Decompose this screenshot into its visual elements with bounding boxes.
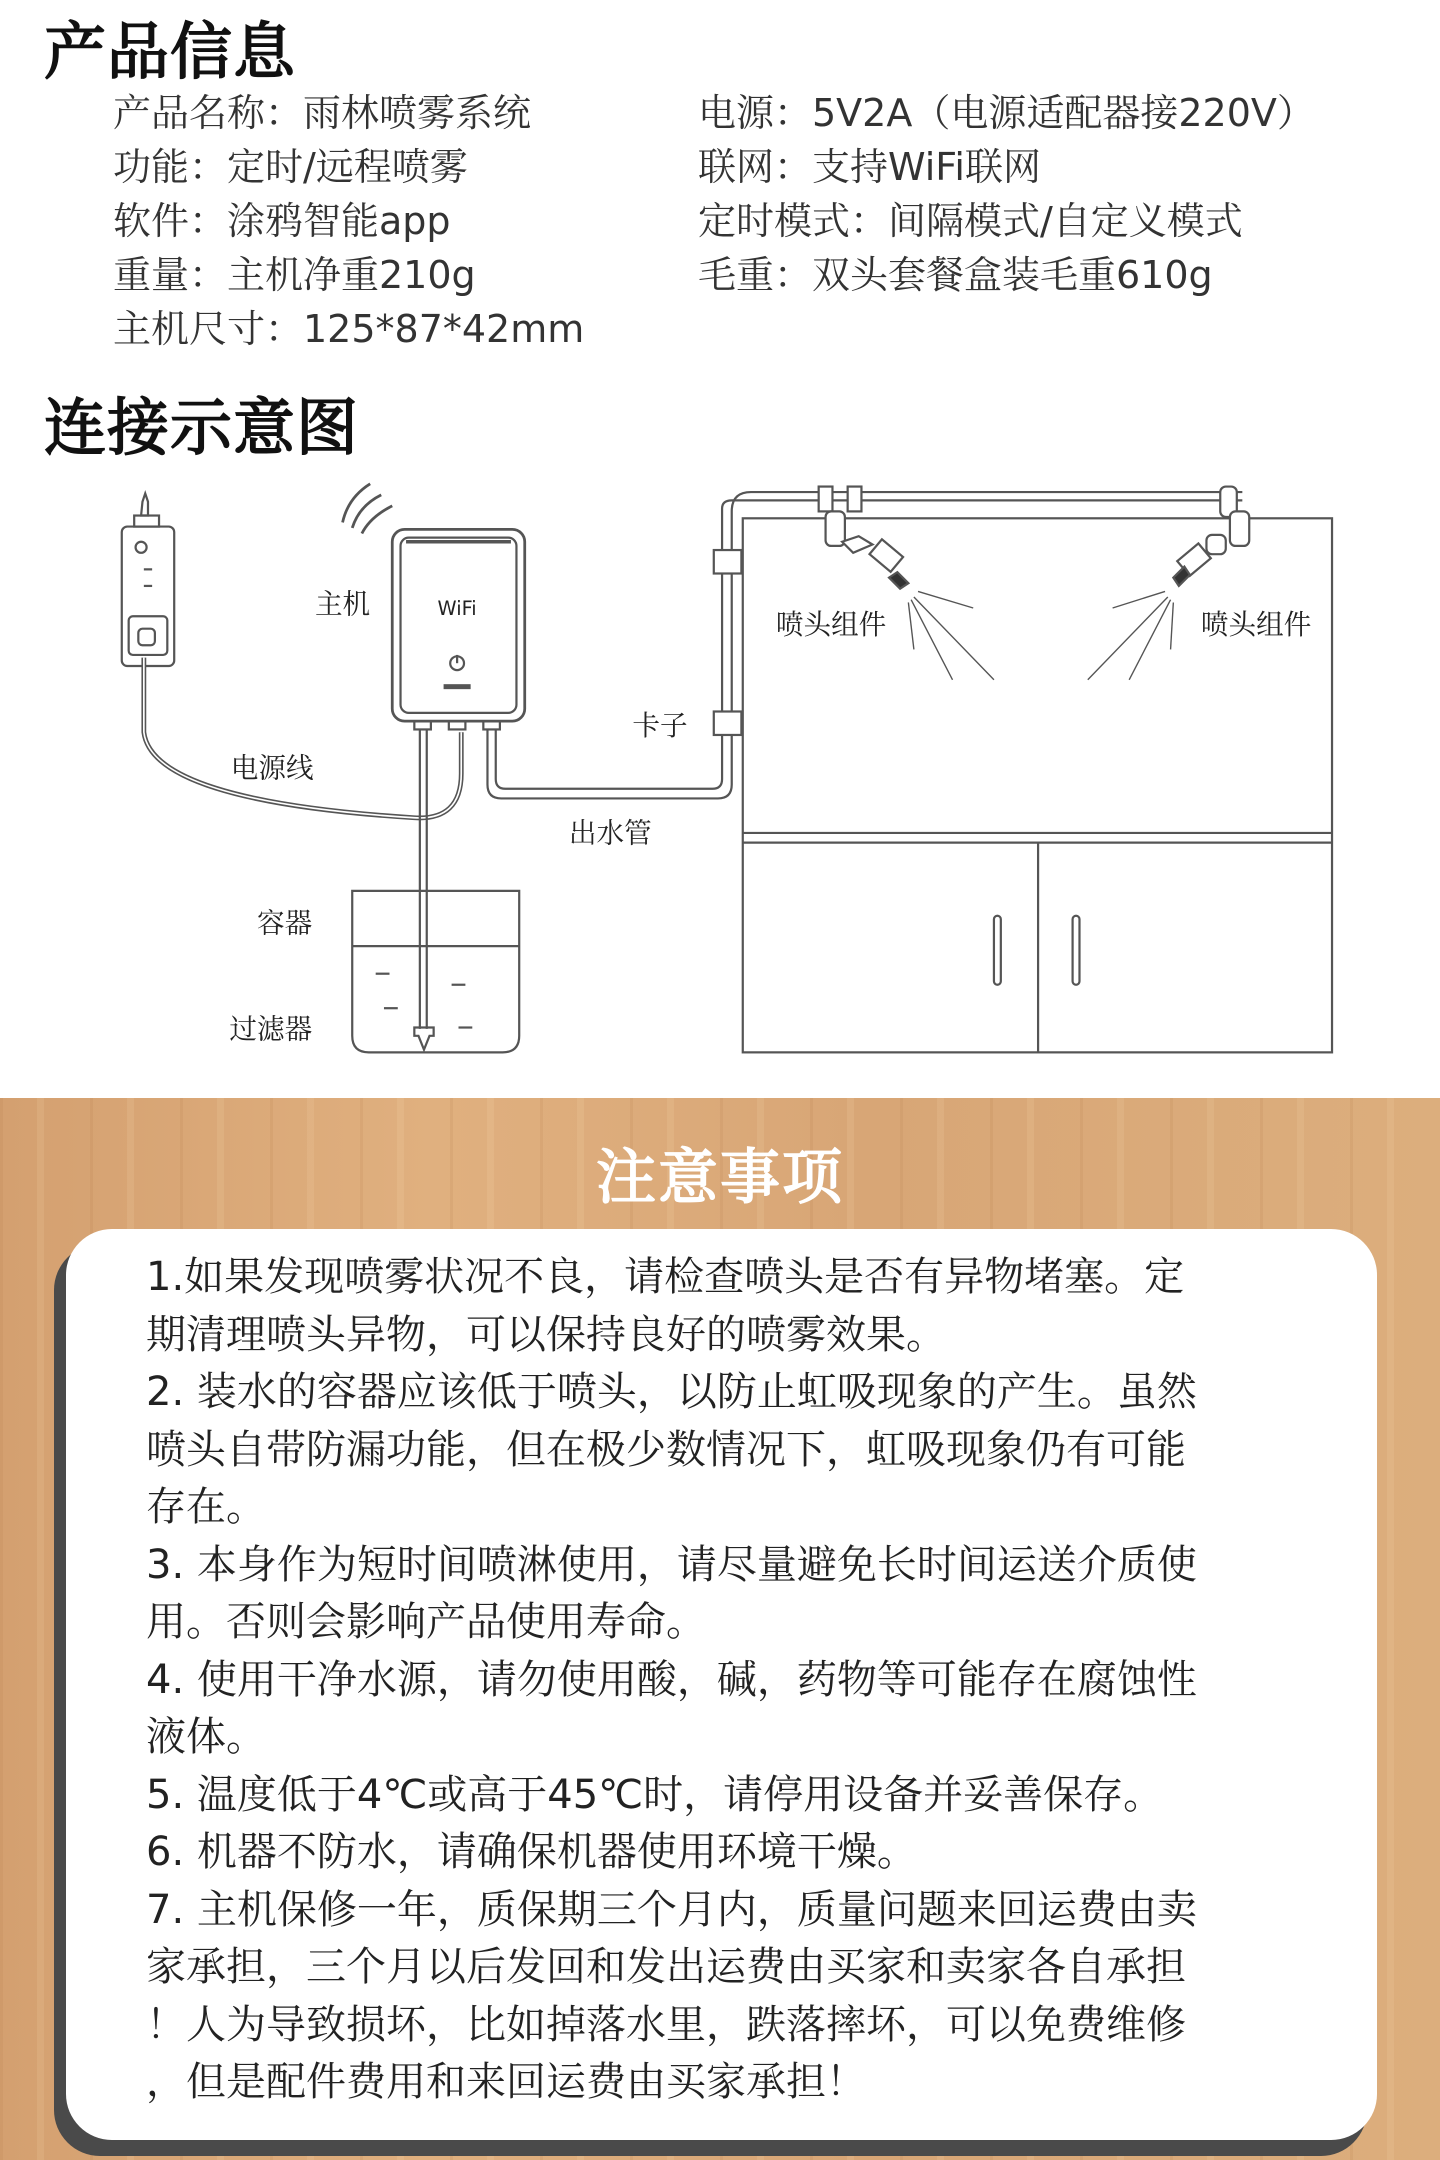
label-filter: 过滤器	[229, 1012, 313, 1046]
label-nozzle-left: 喷头组件	[775, 608, 887, 642]
container	[352, 891, 519, 1052]
label-container: 容器	[257, 906, 313, 940]
label-clip: 卡子	[632, 708, 688, 742]
cabinet	[743, 518, 1332, 1052]
info-name: 产品名称：雨林喷雾系统	[113, 91, 532, 135]
label-outlet-pipe: 出水管	[568, 816, 652, 850]
wifi-signal-icon	[343, 484, 393, 534]
notice-line: ，但是配件费用和来回运费由买家承担！	[146, 2059, 866, 2105]
notice-line: 液体。	[146, 1714, 266, 1760]
power-cord	[144, 658, 461, 818]
notice-line: 2. 装水的容器应该低于喷头，以防止虹吸现象的产生。虽然	[146, 1369, 1197, 1415]
label-power-cord: 电源线	[230, 751, 314, 785]
label-host: 主机	[314, 587, 371, 621]
notice-line: 3. 本身作为短时间喷淋使用，请尽量避免长时间运送介质使	[146, 1541, 1197, 1588]
power-strip	[122, 493, 174, 666]
host-device	[392, 529, 524, 729]
product-info-title: 产品信息	[44, 15, 297, 88]
connection-diagram	[0, 470, 1440, 1091]
notice-list	[146, 1249, 1197, 2112]
notice-section	[0, 1098, 1440, 2160]
info-network: 联网：支持WiFi联网	[698, 145, 1041, 189]
notice-line: 7. 主机保修一年，质保期三个月内，质量问题来回运费由卖	[146, 1886, 1197, 1933]
notice-title: 注意事项	[596, 1143, 844, 1213]
filter-icon	[414, 1028, 433, 1050]
notice-line: 1.如果发现喷雾状况不良，请检查喷头是否有异物堵塞。定	[146, 1254, 1185, 1300]
notice-line: 喷头自带防漏功能，但在极少数情况下，虹吸现象仍有可能	[146, 1426, 1186, 1473]
clip	[714, 550, 742, 735]
inlet-tube	[420, 729, 427, 1028]
nozzle-left	[819, 487, 909, 589]
info-software: 软件：涂鸦智能app	[113, 199, 451, 243]
product-info-left	[113, 86, 584, 356]
info-timer-mode: 定时模式：间隔模式/自定义模式	[698, 199, 1243, 243]
label-nozzle-right: 喷头组件	[1200, 608, 1312, 642]
wifi-label: WiFi	[437, 596, 477, 620]
notice-line: 6. 机器不防水，请确保机器使用环境干燥。	[146, 1829, 917, 1875]
info-gross-weight: 毛重：双头套餐盒装毛重610g	[698, 253, 1213, 297]
outlet-pipe	[487, 492, 1242, 798]
spray-left	[908, 591, 994, 679]
info-function: 功能：定时/远程喷雾	[113, 145, 468, 189]
notice-line: 用。否则会影响产品使用寿命。	[146, 1599, 706, 1645]
notice-card	[66, 1229, 1377, 2140]
notice-line: 家承担，三个月以后发回和发出运费由买家和卖家各自承担	[146, 1944, 1186, 1990]
product-info-right	[698, 86, 1315, 302]
diagram-title: 连接示意图	[44, 391, 360, 464]
notice-line: ！人为导致损坏，比如掉落水里，跌落摔坏，可以免费维修	[146, 2001, 1186, 2048]
notice-line: 期清理喷头异物，可以保持良好的喷雾效果。	[146, 1311, 946, 1358]
info-weight: 重量：主机净重210g	[113, 253, 476, 297]
info-power: 电源：5V2A（电源适配器接220V）	[698, 91, 1315, 135]
notice-line: 存在。	[146, 1484, 266, 1530]
notice-line: 5. 温度低于4℃或高于45℃时，请停用设备并妥善保存。	[146, 1771, 1164, 1818]
spray-right	[1088, 591, 1174, 679]
notice-line: 4. 使用干净水源，请勿使用酸，碱，药物等可能存在腐蚀性	[146, 1656, 1197, 1703]
info-size: 主机尺寸：125*87*42mm	[113, 307, 585, 351]
